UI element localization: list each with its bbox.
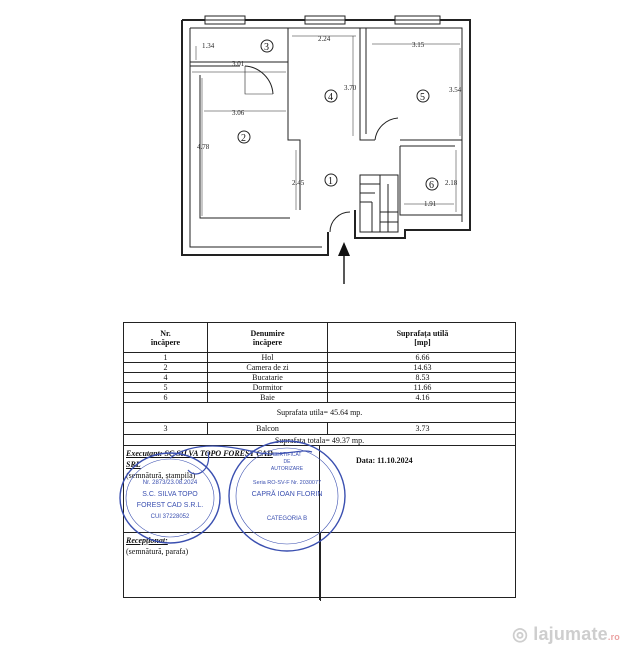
grand-total-row (124, 435, 515, 445)
room-areas-table (123, 322, 516, 598)
table-header-row (124, 323, 515, 353)
dim-label: 1.91 (424, 200, 437, 208)
row-nr: 2 (124, 363, 208, 372)
row-nr: 3 (124, 423, 208, 434)
reception-label: Recepționat: (126, 536, 168, 545)
useful-total-row (124, 403, 515, 423)
room-number: 1 (328, 176, 333, 187)
svg-text:CATEGORIA B: CATEGORIA B (266, 516, 308, 522)
dim-label: 2.18 (445, 179, 458, 187)
row-area: 8.53 (415, 373, 430, 382)
dim-label: 2.45 (292, 179, 305, 187)
header-nr: Nr. încăpere (124, 323, 208, 352)
row-name: Dormitor (208, 383, 328, 392)
table-row-balcony (124, 423, 515, 435)
table-row (124, 373, 515, 383)
watermark-logo-icon: ◎ (512, 624, 534, 644)
svg-text:FOREST CAD S.R.L.: FOREST CAD S.R.L. (136, 502, 204, 509)
table-row (124, 393, 515, 403)
row-nr: 1 (124, 353, 208, 362)
room-number: 5 (420, 92, 425, 103)
svg-text:Nr. 2873/23.08.2024: Nr. 2873/23.08.2024 (142, 480, 198, 486)
dim-label: 3.01 (232, 60, 245, 68)
svg-text:CAPRĂ IOAN FLORIN: CAPRĂ IOAN FLORIN (251, 491, 323, 498)
reception-area (124, 532, 515, 600)
row-area: 4.16 (415, 393, 430, 402)
executant-srl: SRL (126, 460, 141, 469)
row-nr: 4 (124, 373, 208, 382)
header-name: Denumire încăpere (208, 323, 328, 352)
table-row (124, 353, 515, 363)
svg-text:CUI 37228052: CUI 37228052 (150, 514, 190, 520)
row-area: 14.63 (413, 363, 432, 372)
executant-label: Executant: SC SILVA TOPO FOREST CAD (126, 449, 273, 458)
svg-text:S.C. SILVA TOPO: S.C. SILVA TOPO (142, 491, 198, 498)
svg-text:DE: DE (283, 459, 291, 465)
table-row (124, 383, 515, 393)
executant-sign-note: (semnătură, ștampila) (126, 471, 196, 480)
watermark: ◎ lajumate.ro (512, 624, 620, 644)
room-number: 2 (241, 133, 246, 144)
document-date: Data: 11.10.2024 (356, 456, 413, 465)
floor-plan-drawing (0, 0, 632, 300)
useful-total: Suprafata utila= 45.64 mp. (276, 408, 363, 417)
table-row (124, 363, 515, 373)
dim-label: 3.54 (449, 86, 462, 94)
dim-label: 3.15 (412, 41, 425, 49)
room-number: 6 (429, 180, 434, 191)
svg-text:CERTIFICAT: CERTIFICAT (272, 452, 302, 458)
row-name: Camera de zi (208, 363, 328, 372)
row-name: Hol (208, 353, 328, 362)
reception-sign-note: (semnătură, parafa) (126, 547, 189, 556)
svg-text:AUTORIZARE: AUTORIZARE (270, 466, 304, 472)
svg-text:Seria RO-SV-F Nr. 2030077: Seria RO-SV-F Nr. 2030077 (252, 480, 322, 486)
signatures-block (124, 445, 515, 599)
row-nr: 6 (124, 393, 208, 402)
grand-total: Suprafata totala= 49.37 mp. (274, 435, 365, 445)
row-name: Baie (208, 393, 328, 402)
row-name: Bucatarie (208, 373, 328, 382)
dim-label: 3.06 (232, 109, 245, 117)
dim-label: 3.70 (344, 84, 357, 92)
row-area: 3.73 (415, 424, 430, 433)
dim-label: 4.78 (197, 143, 210, 151)
floor-plan (0, 0, 632, 300)
dim-label: 2.24 (318, 35, 331, 43)
row-nr: 5 (124, 383, 208, 392)
header-area: Suprafața utilă [mp] (396, 328, 449, 347)
room-number: 4 (328, 92, 333, 103)
room-number: 3 (264, 42, 269, 53)
row-area: 6.66 (415, 353, 430, 362)
row-area: 11.66 (413, 383, 432, 392)
row-name: Balcon (208, 423, 328, 434)
entrance-arrow-icon (338, 242, 350, 284)
dim-label: 1.34 (202, 42, 215, 50)
